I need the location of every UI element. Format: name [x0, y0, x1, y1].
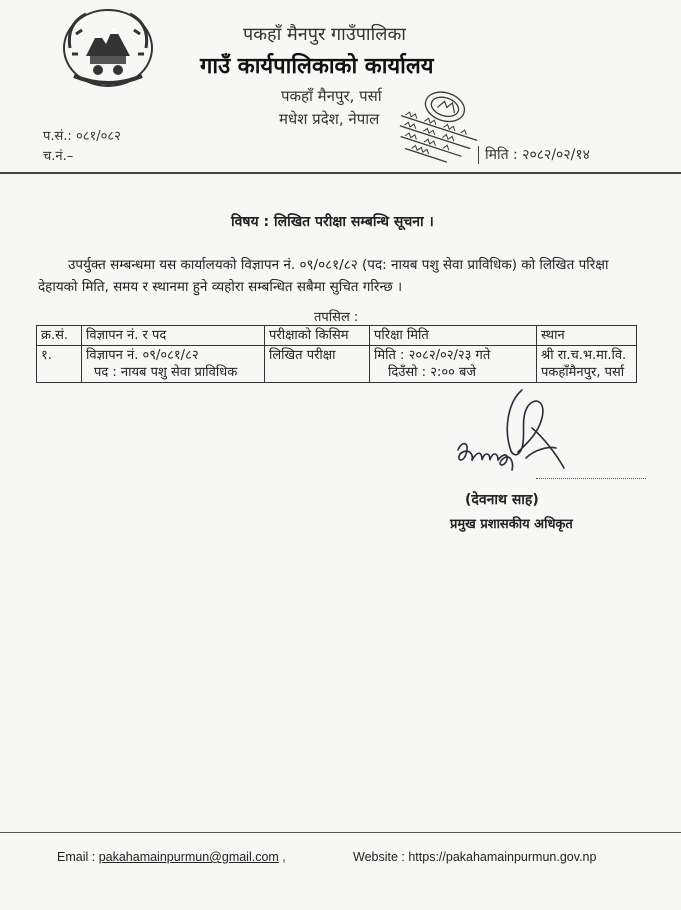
table-header-row — [37, 326, 637, 346]
footer-website — [353, 850, 596, 864]
reference-number: प.सं.: ०८१/०८२ — [43, 129, 121, 144]
address-line-2: मधेश प्रदेश, नेपाल — [279, 110, 380, 128]
website-label: Website : — [353, 850, 405, 864]
website-link[interactable]: https://pakahamainpurmun.gov.np — [408, 850, 597, 864]
header-divider — [0, 172, 681, 174]
notice-body: उपर्युक्त सम्बन्धमा यस कार्यालयको विज्ञापन नं. ०९/०८१/८२ (पद: नायब पशु सेवा प्राविधिक) को लिखित परिक्षा देहायको मिति, समय र स्थानमा हुने व्यहोरा सम्बन्धित सबैमा सुचित गरिन्छ । — [38, 257, 609, 295]
notice-subject: विषय : लिखित परीक्षा सम्बन्धि सूचना । — [231, 214, 434, 230]
address-line-1: पकहाँ मैनपुर, पर्सा — [281, 87, 382, 105]
footer-divider — [0, 832, 681, 833]
venue-school: श्री रा.च.भ.मा.वि. — [541, 348, 627, 363]
col-header-advertisement: विज्ञापन नं. र पद — [82, 326, 265, 346]
email-label: Email : — [57, 850, 96, 864]
office-name-main: गाउँ कार्यपालिकाको कार्यालय — [200, 54, 434, 79]
table-title: तपसिल : — [314, 310, 359, 325]
col-header-venue: स्थान — [537, 326, 637, 346]
exam-date: मिति : २०८२/०२/२३ गते — [374, 348, 491, 363]
cell-sn: १. — [37, 346, 82, 383]
handwritten-signature-icon — [452, 388, 570, 484]
footer-email — [57, 850, 286, 864]
cell-exam-date — [370, 346, 537, 383]
email-separator: , — [278, 850, 286, 864]
office-name-top: पकहाँ मैनपुर गाउँपालिका — [243, 24, 406, 45]
advertisement-number: विज्ञापन नं. ०९/०८१/८२ — [86, 348, 199, 363]
signatory-title: प्रमुख प्रशासकीय अधिकृत — [450, 517, 573, 532]
exam-time: दिउँसो : २:०० बजे — [388, 365, 477, 380]
col-header-exam-date: परिक्षा मिति — [370, 326, 537, 346]
issue-date: मिति : २०८२/०२/१४ — [478, 146, 590, 164]
col-header-sn: क्र.सं. — [37, 326, 82, 346]
exam-schedule-table — [36, 325, 637, 383]
col-header-exam-type: परीक्षाको किसिम — [265, 326, 370, 346]
table-row — [37, 346, 637, 383]
post-name: पद : नायब पशु सेवा प्राविधिक — [94, 365, 238, 380]
signatory-name: (देवनाथ साह) — [465, 492, 539, 508]
email-link[interactable]: pakahamainpurmun@gmail.com — [98, 850, 279, 864]
cell-advertisement — [82, 346, 265, 383]
dispatch-number: च.नं.– — [43, 149, 74, 164]
signature-line — [536, 478, 646, 479]
cell-venue — [537, 346, 637, 383]
venue-location: पकहाँमैनपुर, पर्सा — [541, 365, 625, 380]
nepal-emblem-icon — [56, 4, 160, 90]
cell-exam-type: लिखित परीक्षा — [265, 346, 370, 383]
